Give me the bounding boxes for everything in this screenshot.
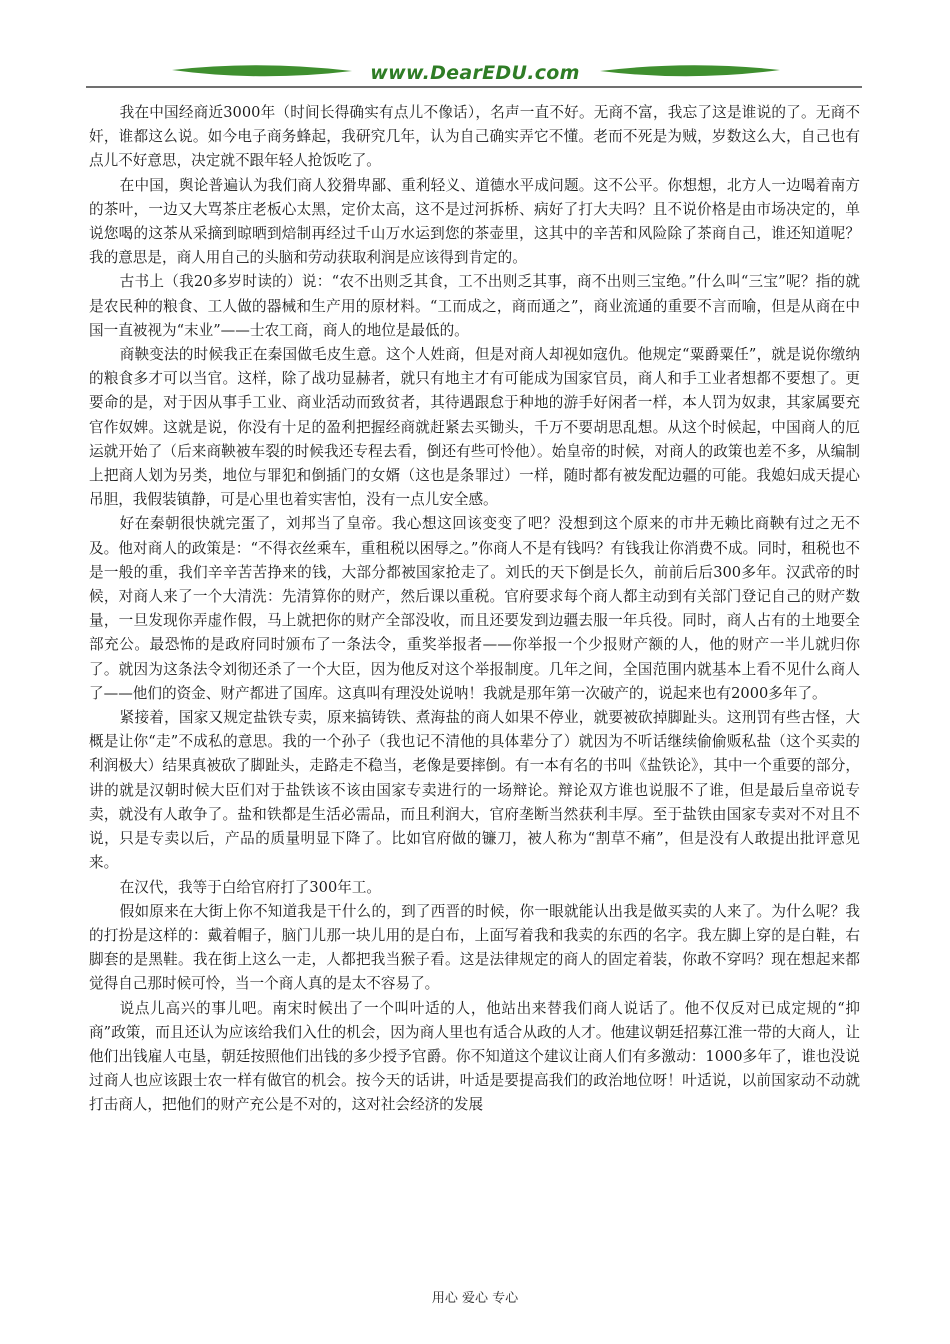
paragraph: 好在秦朝很快就完蛋了，刘邦当了皇帝。我心想这回该变变了吧？没想到这个原来的市井无赖比商鞅有过之无不及。他对商人的政策是：“不得衣丝乘车，重租税以困辱之。”你商人不是有钱吗？有钱我让你消费不成。同时，租税也不是一般的重，我们辛辛苦苦挣来的钱，大部分都被国家抢走了。刘氏的天下倒是长久，前前后后300多年。汉武帝的时候，对商人来了一个大清洗：先清算你的财产，然后课以重税。官府要求每个商人都主动到有关部门登记自己的财产数量，一旦发现你弄虚作假，马上就把你的财产全部没收，而且还要发到边疆去服一年兵役。同时，商人占有的土地要全部充公。最恐怖的是政府同时颁布了一条法令，重奖举报者——你举报一个少报财产额的人，他的财产一半儿就归你了。就因为这条法令刘彻还杀了一个大臣，因为他反对这个举报制度。几年之间，全国范围内就基本上看不见什么商人了——他们的资金、财产都进了国库。这真叫有理没处说呐！我就是那年第一次破产的，说起来也有2000多年了。 <box>89 515 860 702</box>
paragraph: 紧接着，国家又规定盐铁专卖，原来搞铸铁、煮海盐的商人如果不停业，就要被砍掉脚趾头。这刑罚有些古怪，大概是让你“走”不成私的意思。我的一个孙子（我也记不清他的具体辈分了）就因为不听话继续偷偷贩私盐（这个买卖的利润极大）结果真被砍了脚趾头，走路走不稳当，老像是要摔倒。有一本有名的书叫《盐铁论》，其中一个重要的部分，讲的就是汉朝时候大臣们对于盐铁该不该由国家专卖进行的一场辩论。辩论双方谁也说服不了谁，但是最后皇帝说专卖，就没有人敢争了。盐和铁都是生活必需品，而且利润大，官府垄断当然获利丰厚。至于盐铁由国家专卖对不对且不说，只是专卖以后，产品的质量明显下降了。比如官府做的镰刀，被人称为“割草不痛”，但是没有人敢提出批评意见来。 <box>89 709 860 872</box>
page-footer: 用心 爱心 专心 <box>431 1291 519 1306</box>
paragraph: 我在中国经商近3000年（时间长得确实有点儿不像话），名声一直不好。无商不富，我忘了这是谁说的了。无商不奸，谁都这么说。如今电子商务蜂起，我研究几年，认为自己确实弄它不懂。老而不死是为贼，岁数这么大，自己也有点儿不好意思，决定就不跟年轻人抢饭吃了。 <box>89 104 860 170</box>
article-body <box>89 101 860 1118</box>
page-header <box>0 0 950 100</box>
paragraph: 商鞅变法的时候我正在秦国做毛皮生意。这个人姓商，但是对商人却视如寇仇。他规定“粟爵粟任”，就是说你缴纳的粮食多才可以当官。这样，除了战功显赫者，就只有地主才有可能成为国家官员，商人和手工业者想都不要想了。更要命的是，对于因从事手工业、商业活动而致贫者，其待遇跟怠于种地的游手好闲者一样，本人罚为奴隶，其家属要充官作奴婢。这就是说，你没有十足的盈利把握经商就赶紧去买锄头，千万不要胡思乱想。从这个时候起，中国商人的厄运就开始了（后来商鞅被车裂的时候我还专程去看，倒还有些可怜他）。始皇帝的时候，对商人的政策也差不多，从编制上把商人划为另类，地位与罪犯和倒插门的女婿（这也是条罪过）一样，随时都有被发配边疆的可能。我媳妇成天提心吊胆，我假装镇静，可是心里也着实害怕，没有一点儿安全感。 <box>89 346 860 509</box>
paragraph: 说点儿高兴的事儿吧。南宋时候出了一个叫叶适的人，他站出来替我们商人说话了。他不仅反对已成定规的“抑商”政策，而且还认为应该给我们入仕的机会，因为商人里也有适合从政的人才。他建议朝廷招募江淮一带的大商人，让他们出钱雇人屯垦，朝廷按照他们出钱的多少授予官爵。你不知道这个建议让商人们有多激动：1000多年了，谁也没说过商人也应该跟士农一样有做官的机会。按今天的话讲，叶适是要提高我们的政治地位呀！叶适说，以前国家动不动就打击商人，把他们的财产充公是不对的，这对社会经济的发展 <box>89 999 860 1114</box>
paragraph: 在汉代，我等于白给官府打了300年工。 <box>119 878 382 896</box>
paragraph: 在中国，舆论普遍认为我们商人狡猾卑鄙、重利轻义、道德水平成问题。这不公平。你想想，北方人一边喝着南方的茶叶，一边又大骂茶庄老板心太黑，定价太高，这不是过河拆桥、病好了打大夫吗？且不说价格是由市场决定的，单说您喝的这茶从采摘到晾晒到焙制再经过千山万水运到您的茶壶里，这其中的辛苦和风险除了茶商自己，谁还知道呢？我的意思是，商人用自己的头脑和劳动获取利润是应该得到肯定的。 <box>89 176 860 267</box>
paragraph: 假如原来在大街上你不知道我是干什么的，到了西晋的时候，你一眼就能认出我是做买卖的人来了。为什么呢？我的打扮是这样的：戴着帽子，脑门儿那一块儿用的是白布，上面写着我和我卖的东西的名字。我左脚上穿的是白鞋，右脚套的是黑鞋。我在街上这么一走，人都把我当猴子看。这是法律规定的商人的固定着装，你敢不穿吗？现在想起来都觉得自己那时候可怜，当一个商人真的是太不容易了。 <box>89 902 860 993</box>
site-logo[interactable]: www.DearEDU.com <box>370 62 580 84</box>
paragraph: 古书上（我20多岁时读的）说：“农不出则乏其食，工不出则乏其事，商不出则三宝绝。”什么叫“三宝”呢？指的就是农民种的粮食、工人做的器械和生产用的原材料。“工而成之，商而通之”，商业流通的重要不言而喻，但是从商在中国一直被视为“末业”——士农工商，商人的地位是最低的。 <box>89 273 860 339</box>
logo-swoosh-graphic <box>0 0 950 100</box>
